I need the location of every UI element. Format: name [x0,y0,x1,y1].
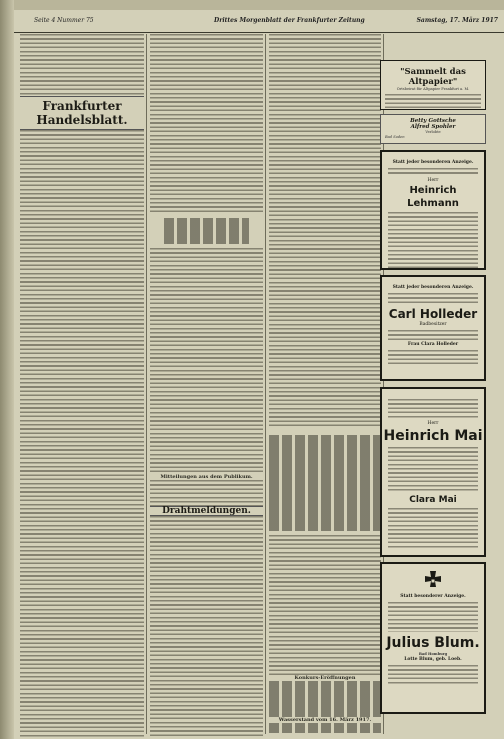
ad-holleder [380,275,486,381]
page-number: Seite 4 Nummer 75 [34,17,94,24]
section-title: Frankfurter Handelsblatt. [20,96,144,130]
wire-news-heading: Drahtmeldungen. [150,506,263,516]
ad-name: Alfred Spohler [410,124,456,130]
market-table [269,435,381,531]
ad-pre: Herr [427,421,439,426]
iron-cross-icon [422,570,444,592]
article-text [150,516,263,736]
column-rule [265,34,266,734]
ad-pre: Herr [427,178,439,183]
ad-widow: Frau Clara Holleder [407,342,459,347]
ad-widow: Lotte Blum, geb. Loeb. [404,657,462,662]
ad-name: Betty Gottsche [410,118,456,124]
data-table [164,218,249,244]
article-text [150,480,263,506]
article-text [150,248,263,474]
ad-lehmann [380,150,486,270]
ad-head: Statt besonderer Anzeige. [400,594,466,599]
ad-blum [380,562,486,714]
article-text [269,535,381,675]
bankruptcy-table [269,681,381,717]
masthead: Drittes Morgenblatt der Frankfurter Zeitung [214,17,365,24]
ad-title: Badbesitzer [419,322,447,327]
ad-head: Statt jeder besonderen Anzeige. [392,160,474,165]
binding-edge [0,0,14,739]
ad-mai [380,387,486,557]
notice-heading: Mitteilungen aus dem Publikum. [150,474,263,480]
ad-subtitle: Ortsbeirat für Altpapier Frankfurt a. M. [396,87,470,91]
ad-name: Heinrich Mai [383,428,483,444]
ad-head: Statt jeder besonderen Anzeige. [392,285,474,290]
column-3 [269,34,381,739]
column-rule [146,34,147,734]
issue-date: Samstag, 17. März 1917 [416,17,498,24]
water-table [269,723,381,733]
ad-verlobung [380,114,486,144]
ad-label: Verlobte [425,130,441,134]
ad-name: Carl Holleder [388,307,478,321]
ad-widow: Clara Mai [409,495,457,505]
ad-name: Julius Blum. [386,635,480,651]
article-text [269,34,381,429]
article-text [150,34,263,214]
ad-place: Bad Soden [385,135,405,139]
water-level-heading: Wasserstand vom 16. März 1917. [269,717,381,723]
bankruptcy-heading: Konkurs-Eröffnungen [269,675,381,681]
ad-name: Heinrich Lehmann [407,185,459,209]
article-text [20,34,144,96]
column-1 [20,34,144,739]
ad-altpapier [380,60,486,110]
ad-title: "Sammelt das Altpapier" [400,67,466,87]
ad-place: Bad Homburg [418,652,448,656]
article-text [20,130,144,739]
page-header [14,10,504,33]
column-2 [150,34,263,739]
